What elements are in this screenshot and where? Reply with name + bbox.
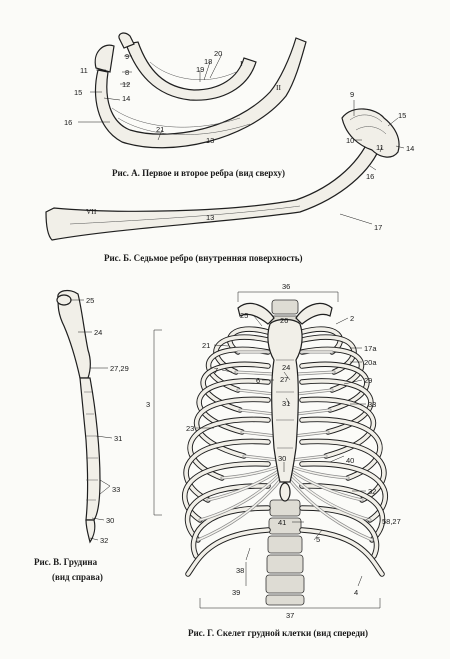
second-rib-head [95, 45, 114, 72]
label-b-11: 11 [376, 143, 384, 152]
caption-g: Рис. Г. Скелет грудной клетки (вид спереди) [188, 628, 369, 638]
sternum-body [80, 378, 100, 520]
label-v-27-29: 27,29 [110, 364, 129, 373]
label-g-6: 6 [256, 376, 261, 385]
label-g-30: 30 [278, 454, 287, 463]
first-rib [126, 42, 256, 100]
label-a-12: 12 [122, 80, 131, 89]
label-b-15: 15 [398, 111, 407, 120]
xiphoid-front [280, 483, 290, 501]
label-g-39: 39 [232, 588, 241, 597]
label-g-25: 25 [240, 311, 249, 320]
label-g-20a: 20a [364, 358, 377, 367]
label-g-27: 27 [280, 375, 289, 384]
label-b-VII: VII [86, 207, 97, 216]
label-g-17a: 17a [364, 344, 377, 353]
label-a-II: II [276, 83, 281, 92]
label-g-29: 29 [364, 376, 373, 385]
label-g-26: 26 [280, 316, 289, 325]
label-a-11: 11 [80, 66, 88, 75]
label-a-8: 8 [125, 68, 130, 77]
label-a-18: 18 [204, 57, 213, 66]
label-a-21: 21 [156, 125, 165, 134]
clavicular-notch [57, 295, 71, 305]
caption-v-subtitle: (вид справа) [52, 572, 103, 582]
label-g-40: 40 [346, 456, 355, 465]
label-a-15: 15 [74, 88, 83, 97]
label-g-31: 31 [282, 399, 291, 408]
fig-g-thorax [154, 292, 385, 608]
label-g-24: 24 [282, 363, 291, 372]
label-g-23: 23 [186, 424, 195, 433]
label-v-25: 25 [86, 296, 95, 305]
label-a-16: 16 [64, 118, 73, 127]
seventh-rib [46, 132, 382, 240]
label-g-37: 37 [286, 611, 295, 620]
label-b-17: 17 [374, 223, 383, 232]
label-a-9: 9 [125, 52, 130, 61]
label-v-31: 31 [114, 434, 123, 443]
label-v-24: 24 [94, 328, 103, 337]
label-g-5: 5 [316, 535, 321, 544]
label-g-21: 21 [202, 341, 211, 350]
label-g-32: 32 [368, 487, 377, 496]
label-g-3: 3 [146, 400, 151, 409]
label-g-7: 7 [214, 366, 219, 375]
label-a-19: 19 [196, 65, 205, 74]
label-g-2: 2 [350, 314, 355, 323]
fig-a-ribs [78, 33, 306, 148]
label-g-58-27: 58,27 [382, 517, 401, 526]
caption-b: Рис. Б. Седьмое ребро (внутренняя поверхность) [104, 253, 303, 263]
label-v-33: 33 [112, 485, 121, 494]
label-g-36: 36 [282, 282, 291, 291]
label-g-4: 4 [354, 588, 359, 597]
label-b-14: 14 [406, 144, 415, 153]
label-g-41: 41 [278, 518, 287, 527]
bracket-3 [154, 330, 162, 515]
caption-v-title: Рис. В. Грудина [34, 557, 98, 567]
label-b-13: 13 [206, 213, 215, 222]
label-b-9: 9 [350, 90, 355, 99]
clavicle-right [296, 303, 332, 324]
label-a-14: 14 [122, 94, 131, 103]
label-b-10: 10 [346, 136, 355, 145]
caption-a: Рис. А. Первое и второе ребра (вид сверху) [112, 168, 285, 178]
label-g-38: 38 [236, 566, 245, 575]
label-a-I: I [240, 59, 243, 68]
label-v-30: 30 [106, 516, 115, 525]
label-a-13: 13 [206, 136, 215, 145]
label-v-32: 32 [100, 536, 109, 545]
fig-v-sternum [57, 291, 115, 542]
label-b-16: 16 [366, 172, 375, 181]
label-g-33: 33 [368, 400, 377, 409]
ribs-left [185, 329, 268, 574]
label-a-20: 20 [214, 49, 223, 58]
seventh-rib-head [342, 109, 399, 157]
